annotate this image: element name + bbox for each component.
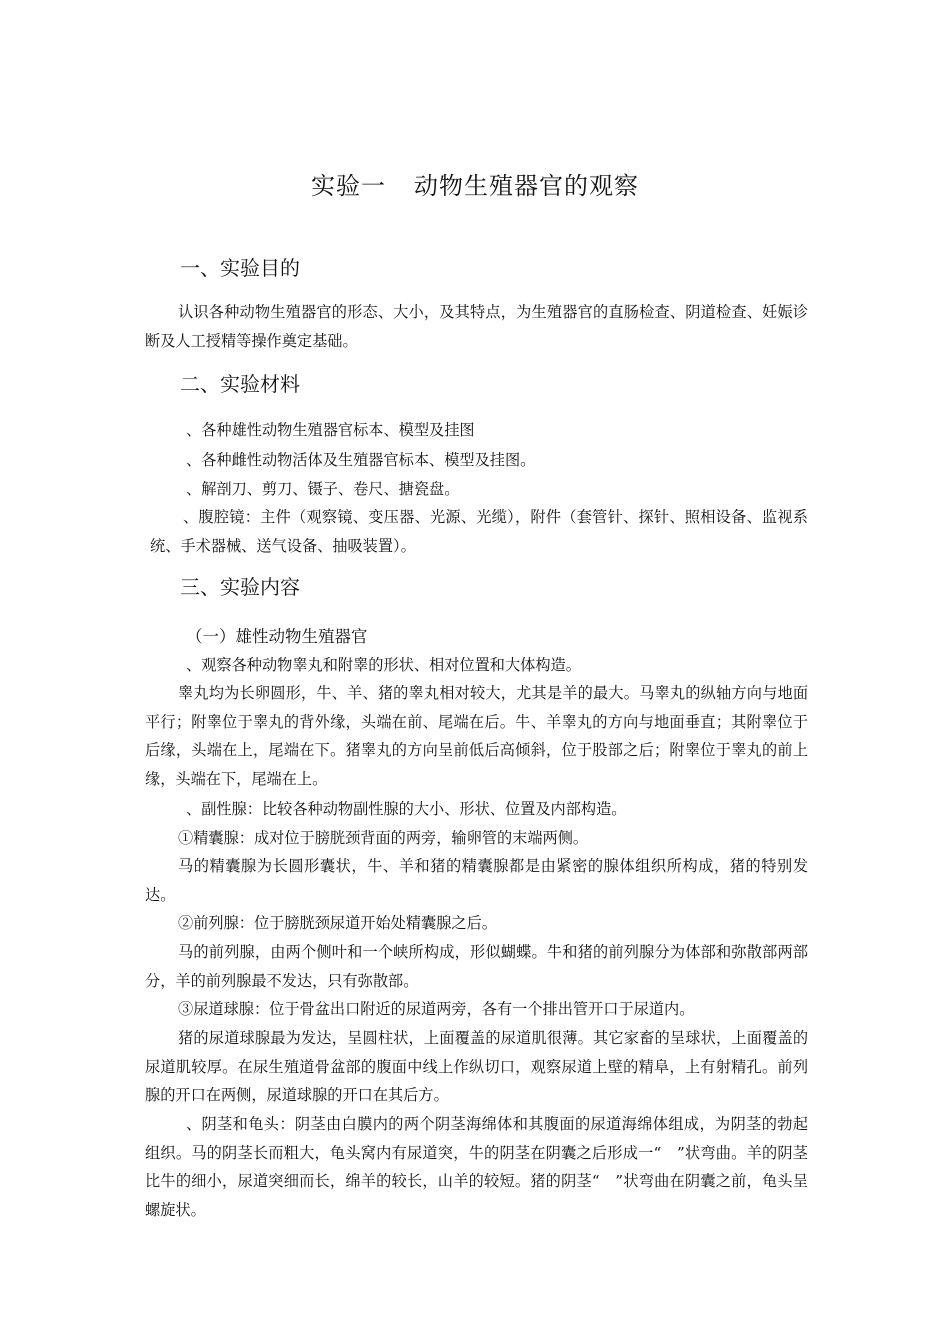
subsection-heading-male: （一）雄性动物生殖器官 <box>186 627 368 646</box>
purpose-paragraph: 认识各种动物生殖器官的形态、大小，及其特点，为生殖器官的直肠检查、阴道检查、妊娠诊断及人工授精等操作奠定基础。 <box>145 303 808 350</box>
title-part-2: 动物生殖器官的观察 <box>414 172 639 200</box>
material-item-1: 、各种雄性动物生殖器官标本、模型及挂图 <box>186 421 475 439</box>
bulbourethral-paragraph: 猪的尿道球腺最为发达，呈圆柱状，上面覆盖的尿道肌很薄。其它家畜的呈球状，上面覆盖的尿道肌较厚。在尿生殖道骨盆部的腹面中线上作纵切口，观察尿道上壁的精阜，上有射精孔。前列腺的开口在两侧，尿道球腺的开口在其后方。 <box>145 1029 808 1104</box>
section-heading-materials: 二、实验材料 <box>180 372 300 396</box>
seminal-vesicle-line: ①精囊腺：成对位于膀胱颈背面的两旁，输卵管的末端两侧。 <box>178 829 589 847</box>
material-item-4: 、腹腔镜：主件（观察镜、变压器、光源、光缆），附件（套管针、探针、照相设备、监视系统、手术器械、送气设备、抽吸装置）。 <box>150 508 808 555</box>
bulbourethral-line: ③尿道球腺：位于骨盆出口附近的尿道两旁，各有一个排出管开口于尿道内。 <box>178 1000 695 1018</box>
content-item-2: 、副性腺：比较各种动物副性腺的大小、形状、位置及内部构造。 <box>186 800 627 818</box>
content-item-1: 、观察各种动物睾丸和附睾的形状、相对位置和大体构造。 <box>186 656 581 674</box>
section-heading-purpose: 一、实验目的 <box>180 256 300 280</box>
prostate-paragraph: 马的前列腺，由两个侧叶和一个峡所构成，形似蝴蝶。牛和猪的前列腺分为体部和弥散部两部分，羊的前列腺最不发达，只有弥散部。 <box>145 943 808 990</box>
testis-paragraph: 睾丸均为长卵圆形，牛、羊、猪的睾丸相对较大，尤其是羊的最大。马睾丸的纵轴方向与地面平行；附睾位于睾丸的背外缘，头端在前、尾端在后。牛、羊睾丸的方向与地面垂直；其附睾位于后缘，头端在上，尾端在下。猪睾丸的方向呈前低后高倾斜，位于股部之后；附睾位于睾丸的前上缘，头端在下，尾端在上。 <box>145 684 808 788</box>
page-title <box>0 166 950 201</box>
prostate-line: ②前列腺：位于膀胱颈尿道开始处精囊腺之后。 <box>178 914 497 932</box>
material-item-2: 、各种雌性动物活体及生殖器官标本、模型及挂图。 <box>186 451 536 469</box>
seminal-vesicle-paragraph: 马的精囊腺为长圆形囊状，牛、羊和猪的精囊腺都是由紧密的腺体组织所构成，猪的特别发达。 <box>145 857 808 904</box>
section-heading-content: 三、实验内容 <box>180 575 300 599</box>
title-part-1: 实验一 <box>311 172 386 200</box>
penis-paragraph: 、阴茎和龟头：阴茎由白膜内的两个阴茎海绵体和其腹面的尿道海绵体组成，为阴茎的勃起组织。马的阴茎长而粗大，龟头窝内有尿道突，牛的阴茎在阴囊之后形成一“ ”状弯曲。羊的阴茎比牛的细小，尿道突细而长，绵羊的较长，山羊的较短。猪的阴茎“ ”状弯曲在阴囊之前，龟头呈螺旋状。 <box>145 1115 808 1219</box>
material-item-3: 、解剖刀、剪刀、镊子、卷尺、搪瓷盘。 <box>186 480 460 498</box>
